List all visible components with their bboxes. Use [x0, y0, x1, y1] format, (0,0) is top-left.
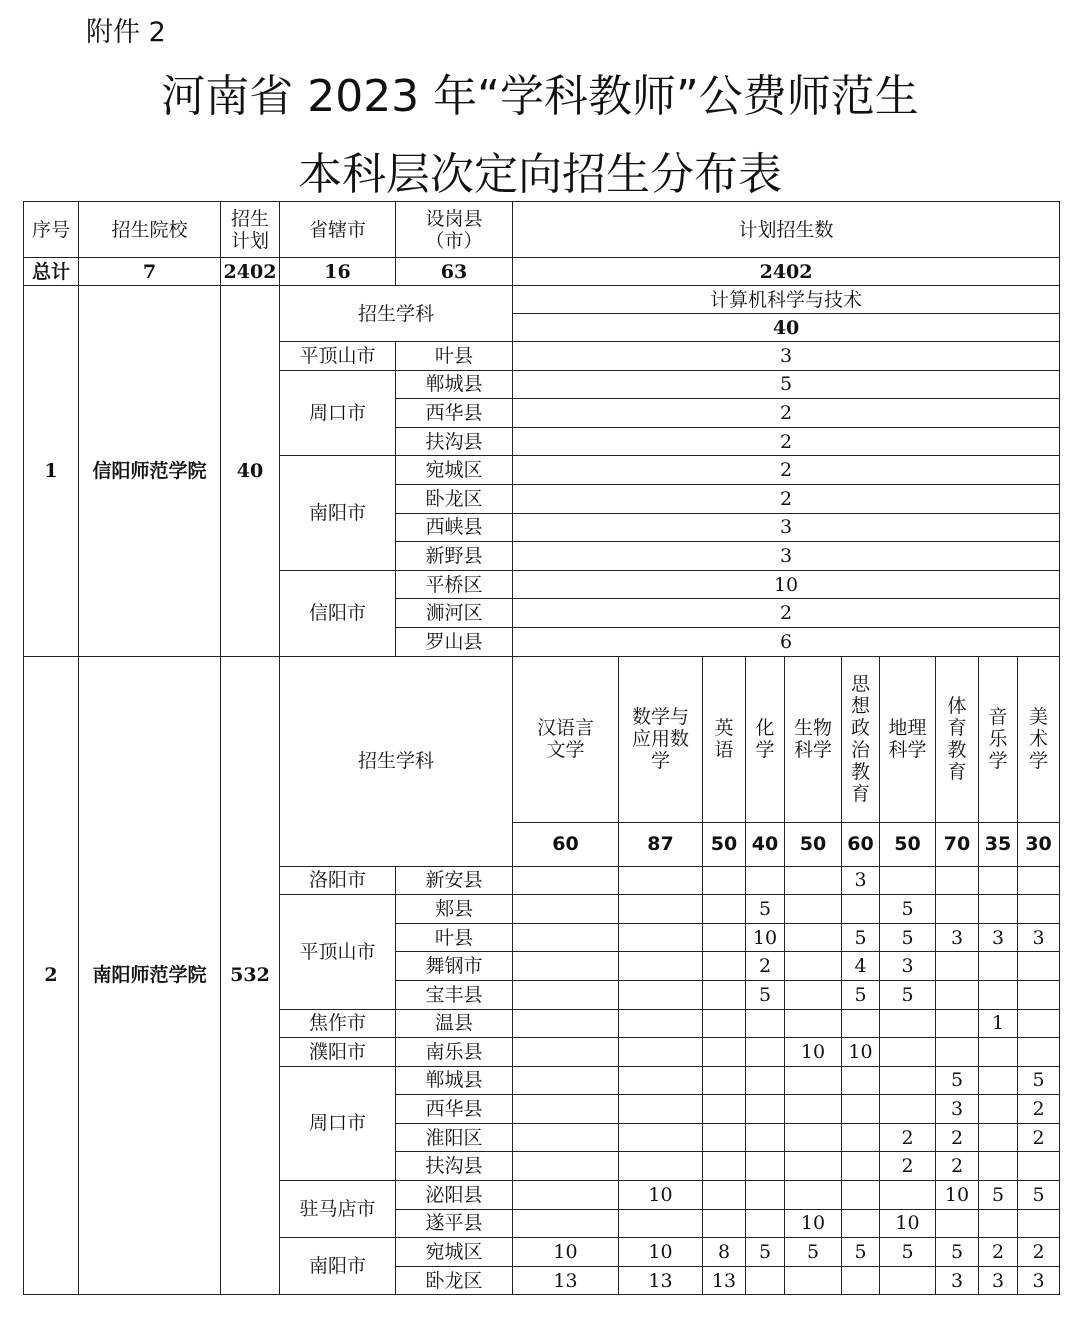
- count-cell: 5: [880, 1238, 936, 1267]
- count-cell: [513, 923, 619, 952]
- count-cell: 3: [1018, 1266, 1060, 1295]
- count-cell: 3: [513, 542, 1060, 571]
- count-cell: 5: [1018, 1066, 1060, 1095]
- county-cell: 平桥区: [396, 570, 513, 599]
- count-cell: [619, 866, 703, 895]
- count-cell: [842, 1009, 880, 1038]
- county-cell: 淮阳区: [396, 1123, 513, 1152]
- count-cell: 5: [880, 923, 936, 952]
- count-cell: [703, 1152, 746, 1181]
- count-cell: [703, 1038, 746, 1067]
- count-cell: [1018, 952, 1060, 981]
- count-cell: [880, 866, 936, 895]
- school-seq: 2: [24, 656, 79, 1295]
- county-cell: 西华县: [396, 399, 513, 428]
- county-cell: 舞钢市: [396, 952, 513, 981]
- count-cell: [842, 1066, 880, 1095]
- count-cell: 5: [746, 1238, 785, 1267]
- county-cell: 叶县: [396, 342, 513, 371]
- count-cell: [785, 952, 842, 981]
- count-cell: [619, 1209, 703, 1238]
- count-cell: [785, 1095, 842, 1124]
- page-title-line-2: 本科层次定向招生分布表: [298, 149, 782, 200]
- count-cell: [513, 1038, 619, 1067]
- subject-total: 50: [880, 822, 936, 866]
- count-cell: [979, 1066, 1018, 1095]
- count-cell: 10: [936, 1181, 979, 1210]
- school-name: 信阳师范学院: [79, 286, 221, 657]
- count-cell: [979, 1123, 1018, 1152]
- header-plan: 招生 计划: [221, 202, 280, 258]
- county-cell: 卧龙区: [396, 1266, 513, 1295]
- count-cell: 3: [513, 513, 1060, 542]
- county-cell: 罗山县: [396, 627, 513, 656]
- count-cell: 10: [619, 1181, 703, 1210]
- subject-name: 音 乐 学: [979, 656, 1018, 822]
- count-cell: [746, 1066, 785, 1095]
- count-cell: [842, 1123, 880, 1152]
- count-cell: [936, 866, 979, 895]
- count-cell: [1018, 1009, 1060, 1038]
- count-cell: [513, 1123, 619, 1152]
- subject-total: 40: [746, 822, 785, 866]
- subject-label: 招生学科: [280, 656, 513, 866]
- count-cell: 2: [1018, 1123, 1060, 1152]
- count-cell: [703, 895, 746, 924]
- subject-total: 87: [619, 822, 703, 866]
- count-cell: [746, 1266, 785, 1295]
- county-cell: 宛城区: [396, 456, 513, 485]
- count-cell: 3: [936, 923, 979, 952]
- table-row: [24, 202, 1060, 258]
- count-cell: [746, 1209, 785, 1238]
- count-cell: [619, 980, 703, 1009]
- count-cell: 4: [842, 952, 880, 981]
- count-cell: 3: [936, 1266, 979, 1295]
- count-cell: 10: [619, 1238, 703, 1267]
- header-seq: 序号: [24, 202, 79, 258]
- count-cell: [1018, 1038, 1060, 1067]
- county-cell: 遂平县: [396, 1209, 513, 1238]
- county-cell: 西华县: [396, 1095, 513, 1124]
- count-cell: 2: [936, 1152, 979, 1181]
- count-cell: [703, 952, 746, 981]
- count-cell: [619, 1066, 703, 1095]
- city-cell: 平顶山市: [280, 342, 396, 371]
- county-cell: 郸城县: [396, 1066, 513, 1095]
- county-cell: 扶沟县: [396, 427, 513, 456]
- count-cell: 2: [936, 1123, 979, 1152]
- city-cell: 南阳市: [280, 1238, 396, 1295]
- count-cell: [746, 1095, 785, 1124]
- count-cell: [880, 1038, 936, 1067]
- count-cell: 3: [979, 1266, 1018, 1295]
- county-cell: 卧龙区: [396, 484, 513, 513]
- city-cell: 信阳市: [280, 570, 396, 656]
- school-name: 南阳师范学院: [79, 656, 221, 1295]
- count-cell: 8: [703, 1238, 746, 1267]
- count-cell: 2: [513, 456, 1060, 485]
- count-cell: [513, 1066, 619, 1095]
- count-cell: [842, 1152, 880, 1181]
- count-cell: [842, 1266, 880, 1295]
- subject-total: 35: [979, 822, 1018, 866]
- count-cell: [513, 952, 619, 981]
- enrollment-table: [23, 201, 1060, 1295]
- count-cell: 10: [880, 1209, 936, 1238]
- count-cell: 5: [880, 980, 936, 1009]
- count-cell: [880, 1095, 936, 1124]
- subject-total: 60: [513, 822, 619, 866]
- city-cell: 洛阳市: [280, 866, 396, 895]
- total-plan: 2402: [221, 258, 280, 286]
- table-row: [24, 286, 1060, 314]
- count-cell: [785, 1123, 842, 1152]
- count-cell: [1018, 980, 1060, 1009]
- count-cell: 5: [842, 1238, 880, 1267]
- count-cell: 5: [746, 895, 785, 924]
- count-cell: [746, 1152, 785, 1181]
- count-cell: [513, 895, 619, 924]
- count-cell: 5: [936, 1238, 979, 1267]
- county-cell: 浉河区: [396, 599, 513, 628]
- count-cell: [703, 923, 746, 952]
- count-cell: [619, 923, 703, 952]
- total-label: 总计: [24, 258, 79, 286]
- count-cell: 3: [1018, 923, 1060, 952]
- count-cell: 1: [979, 1009, 1018, 1038]
- city-cell: 平顶山市: [280, 895, 396, 1009]
- count-cell: [619, 1009, 703, 1038]
- count-cell: [513, 1152, 619, 1181]
- county-cell: 西峡县: [396, 513, 513, 542]
- count-cell: 5: [746, 980, 785, 1009]
- subject-total: 40: [513, 314, 1060, 342]
- count-cell: [703, 1095, 746, 1124]
- county-cell: 温县: [396, 1009, 513, 1038]
- count-cell: 10: [513, 570, 1060, 599]
- subject-name: 英 语: [703, 656, 746, 822]
- count-cell: [979, 1095, 1018, 1124]
- count-cell: [513, 980, 619, 1009]
- subject-name: 计算机科学与技术: [513, 286, 1060, 314]
- count-cell: [785, 1181, 842, 1210]
- count-cell: 2: [1018, 1095, 1060, 1124]
- county-cell: 南乐县: [396, 1038, 513, 1067]
- count-cell: 5: [513, 370, 1060, 399]
- count-cell: [842, 895, 880, 924]
- subject-label: 招生学科: [280, 286, 513, 342]
- count-cell: 13: [513, 1266, 619, 1295]
- count-cell: [1018, 1209, 1060, 1238]
- count-cell: 2: [513, 399, 1060, 428]
- city-cell: 周口市: [280, 1066, 396, 1180]
- count-cell: [703, 1181, 746, 1210]
- count-cell: [842, 1209, 880, 1238]
- count-cell: [979, 866, 1018, 895]
- count-cell: [785, 866, 842, 895]
- count-cell: [936, 952, 979, 981]
- count-cell: [703, 980, 746, 1009]
- count-cell: [513, 1181, 619, 1210]
- count-cell: [842, 1095, 880, 1124]
- count-cell: [880, 1066, 936, 1095]
- count-cell: 6: [513, 627, 1060, 656]
- count-cell: 5: [842, 980, 880, 1009]
- subject-name: 思 想 政 治 教 育: [842, 656, 880, 822]
- count-cell: [785, 1009, 842, 1038]
- page-title-line-1: 河南省 2023 年“学科教师”公费师范生: [161, 71, 919, 122]
- count-cell: [979, 952, 1018, 981]
- count-cell: [880, 1009, 936, 1038]
- subject-name: 生物 科学: [785, 656, 842, 822]
- subject-name: 化 学: [746, 656, 785, 822]
- count-cell: [703, 866, 746, 895]
- count-cell: [785, 895, 842, 924]
- count-cell: [619, 1152, 703, 1181]
- city-cell: 南阳市: [280, 456, 396, 570]
- count-cell: 2: [880, 1152, 936, 1181]
- school-plan: 40: [221, 286, 280, 657]
- total-schools: 7: [79, 258, 221, 286]
- city-cell: 焦作市: [280, 1009, 396, 1038]
- count-cell: [746, 1181, 785, 1210]
- subject-name: 地理 科学: [880, 656, 936, 822]
- count-cell: 5: [880, 895, 936, 924]
- school-seq: 1: [24, 286, 79, 657]
- count-cell: [785, 1152, 842, 1181]
- county-cell: 新野县: [396, 542, 513, 571]
- count-cell: [785, 1266, 842, 1295]
- count-cell: 10: [513, 1238, 619, 1267]
- county-cell: 郸城县: [396, 370, 513, 399]
- count-cell: [746, 866, 785, 895]
- city-cell: 濮阳市: [280, 1038, 396, 1067]
- count-cell: 2: [513, 427, 1060, 456]
- count-cell: 5: [979, 1181, 1018, 1210]
- table-row: [24, 656, 1060, 822]
- count-cell: 5: [842, 923, 880, 952]
- count-cell: 13: [619, 1266, 703, 1295]
- count-cell: [1018, 1152, 1060, 1181]
- count-cell: [936, 895, 979, 924]
- count-cell: [619, 952, 703, 981]
- subject-name: 数学与 应用数 学: [619, 656, 703, 822]
- subject-name: 体 育 教 育: [936, 656, 979, 822]
- subject-name: 美 术 学: [1018, 656, 1060, 822]
- county-cell: 宝丰县: [396, 980, 513, 1009]
- total-cities: 16: [280, 258, 396, 286]
- count-cell: 2: [513, 599, 1060, 628]
- count-cell: [703, 1209, 746, 1238]
- count-cell: 3: [936, 1095, 979, 1124]
- count-cell: [513, 1209, 619, 1238]
- count-cell: 10: [746, 923, 785, 952]
- count-cell: 2: [513, 484, 1060, 513]
- count-cell: [936, 980, 979, 1009]
- count-cell: [746, 1038, 785, 1067]
- count-cell: [619, 1123, 703, 1152]
- city-cell: 周口市: [280, 370, 396, 456]
- subject-total: 50: [703, 822, 746, 866]
- subject-total: 30: [1018, 822, 1060, 866]
- header-county: 设岗县 （市）: [396, 202, 513, 258]
- school-plan: 532: [221, 656, 280, 1295]
- county-cell: 郏县: [396, 895, 513, 924]
- count-cell: [703, 1009, 746, 1038]
- count-cell: 3: [880, 952, 936, 981]
- count-cell: 5: [785, 1238, 842, 1267]
- count-cell: [880, 1181, 936, 1210]
- count-cell: [619, 1038, 703, 1067]
- count-cell: [785, 980, 842, 1009]
- total-counties: 63: [396, 258, 513, 286]
- county-cell: 泌阳县: [396, 1181, 513, 1210]
- count-cell: [979, 1209, 1018, 1238]
- count-cell: [936, 1209, 979, 1238]
- attachment-label: 附件 2: [86, 17, 166, 48]
- count-cell: 10: [842, 1038, 880, 1067]
- count-cell: [1018, 895, 1060, 924]
- count-cell: [979, 1152, 1018, 1181]
- count-cell: [842, 1181, 880, 1210]
- subject-total: 50: [785, 822, 842, 866]
- county-cell: 宛城区: [396, 1238, 513, 1267]
- count-cell: 5: [1018, 1181, 1060, 1210]
- count-cell: 10: [785, 1209, 842, 1238]
- count-cell: 3: [979, 923, 1018, 952]
- city-cell: 驻马店市: [280, 1181, 396, 1238]
- count-cell: 3: [842, 866, 880, 895]
- count-cell: [703, 1123, 746, 1152]
- count-cell: [1018, 866, 1060, 895]
- header-school: 招生院校: [79, 202, 221, 258]
- county-cell: 扶沟县: [396, 1152, 513, 1181]
- count-cell: [785, 1066, 842, 1095]
- count-cell: [619, 1095, 703, 1124]
- county-cell: 叶县: [396, 923, 513, 952]
- count-cell: 2: [880, 1123, 936, 1152]
- subject-total: 70: [936, 822, 979, 866]
- count-cell: [703, 1066, 746, 1095]
- count-cell: 3: [513, 342, 1060, 371]
- count-cell: [746, 1123, 785, 1152]
- count-cell: [513, 1095, 619, 1124]
- header-count: 计划招生数: [513, 202, 1060, 258]
- count-cell: [785, 923, 842, 952]
- count-cell: 2: [1018, 1238, 1060, 1267]
- count-cell: [936, 1038, 979, 1067]
- count-cell: [619, 895, 703, 924]
- count-cell: [746, 1009, 785, 1038]
- subject-name: 汉语言 文学: [513, 656, 619, 822]
- county-cell: 新安县: [396, 866, 513, 895]
- subject-total: 60: [842, 822, 880, 866]
- count-cell: 13: [703, 1266, 746, 1295]
- count-cell: 2: [979, 1238, 1018, 1267]
- total-count: 2402: [513, 258, 1060, 286]
- count-cell: 10: [785, 1038, 842, 1067]
- count-cell: [979, 1038, 1018, 1067]
- count-cell: [880, 1266, 936, 1295]
- header-city: 省辖市: [280, 202, 396, 258]
- count-cell: [513, 866, 619, 895]
- count-cell: 2: [746, 952, 785, 981]
- count-cell: [979, 895, 1018, 924]
- count-cell: [513, 1009, 619, 1038]
- table-row: [24, 258, 1060, 286]
- count-cell: [936, 1009, 979, 1038]
- count-cell: [979, 980, 1018, 1009]
- count-cell: 5: [936, 1066, 979, 1095]
